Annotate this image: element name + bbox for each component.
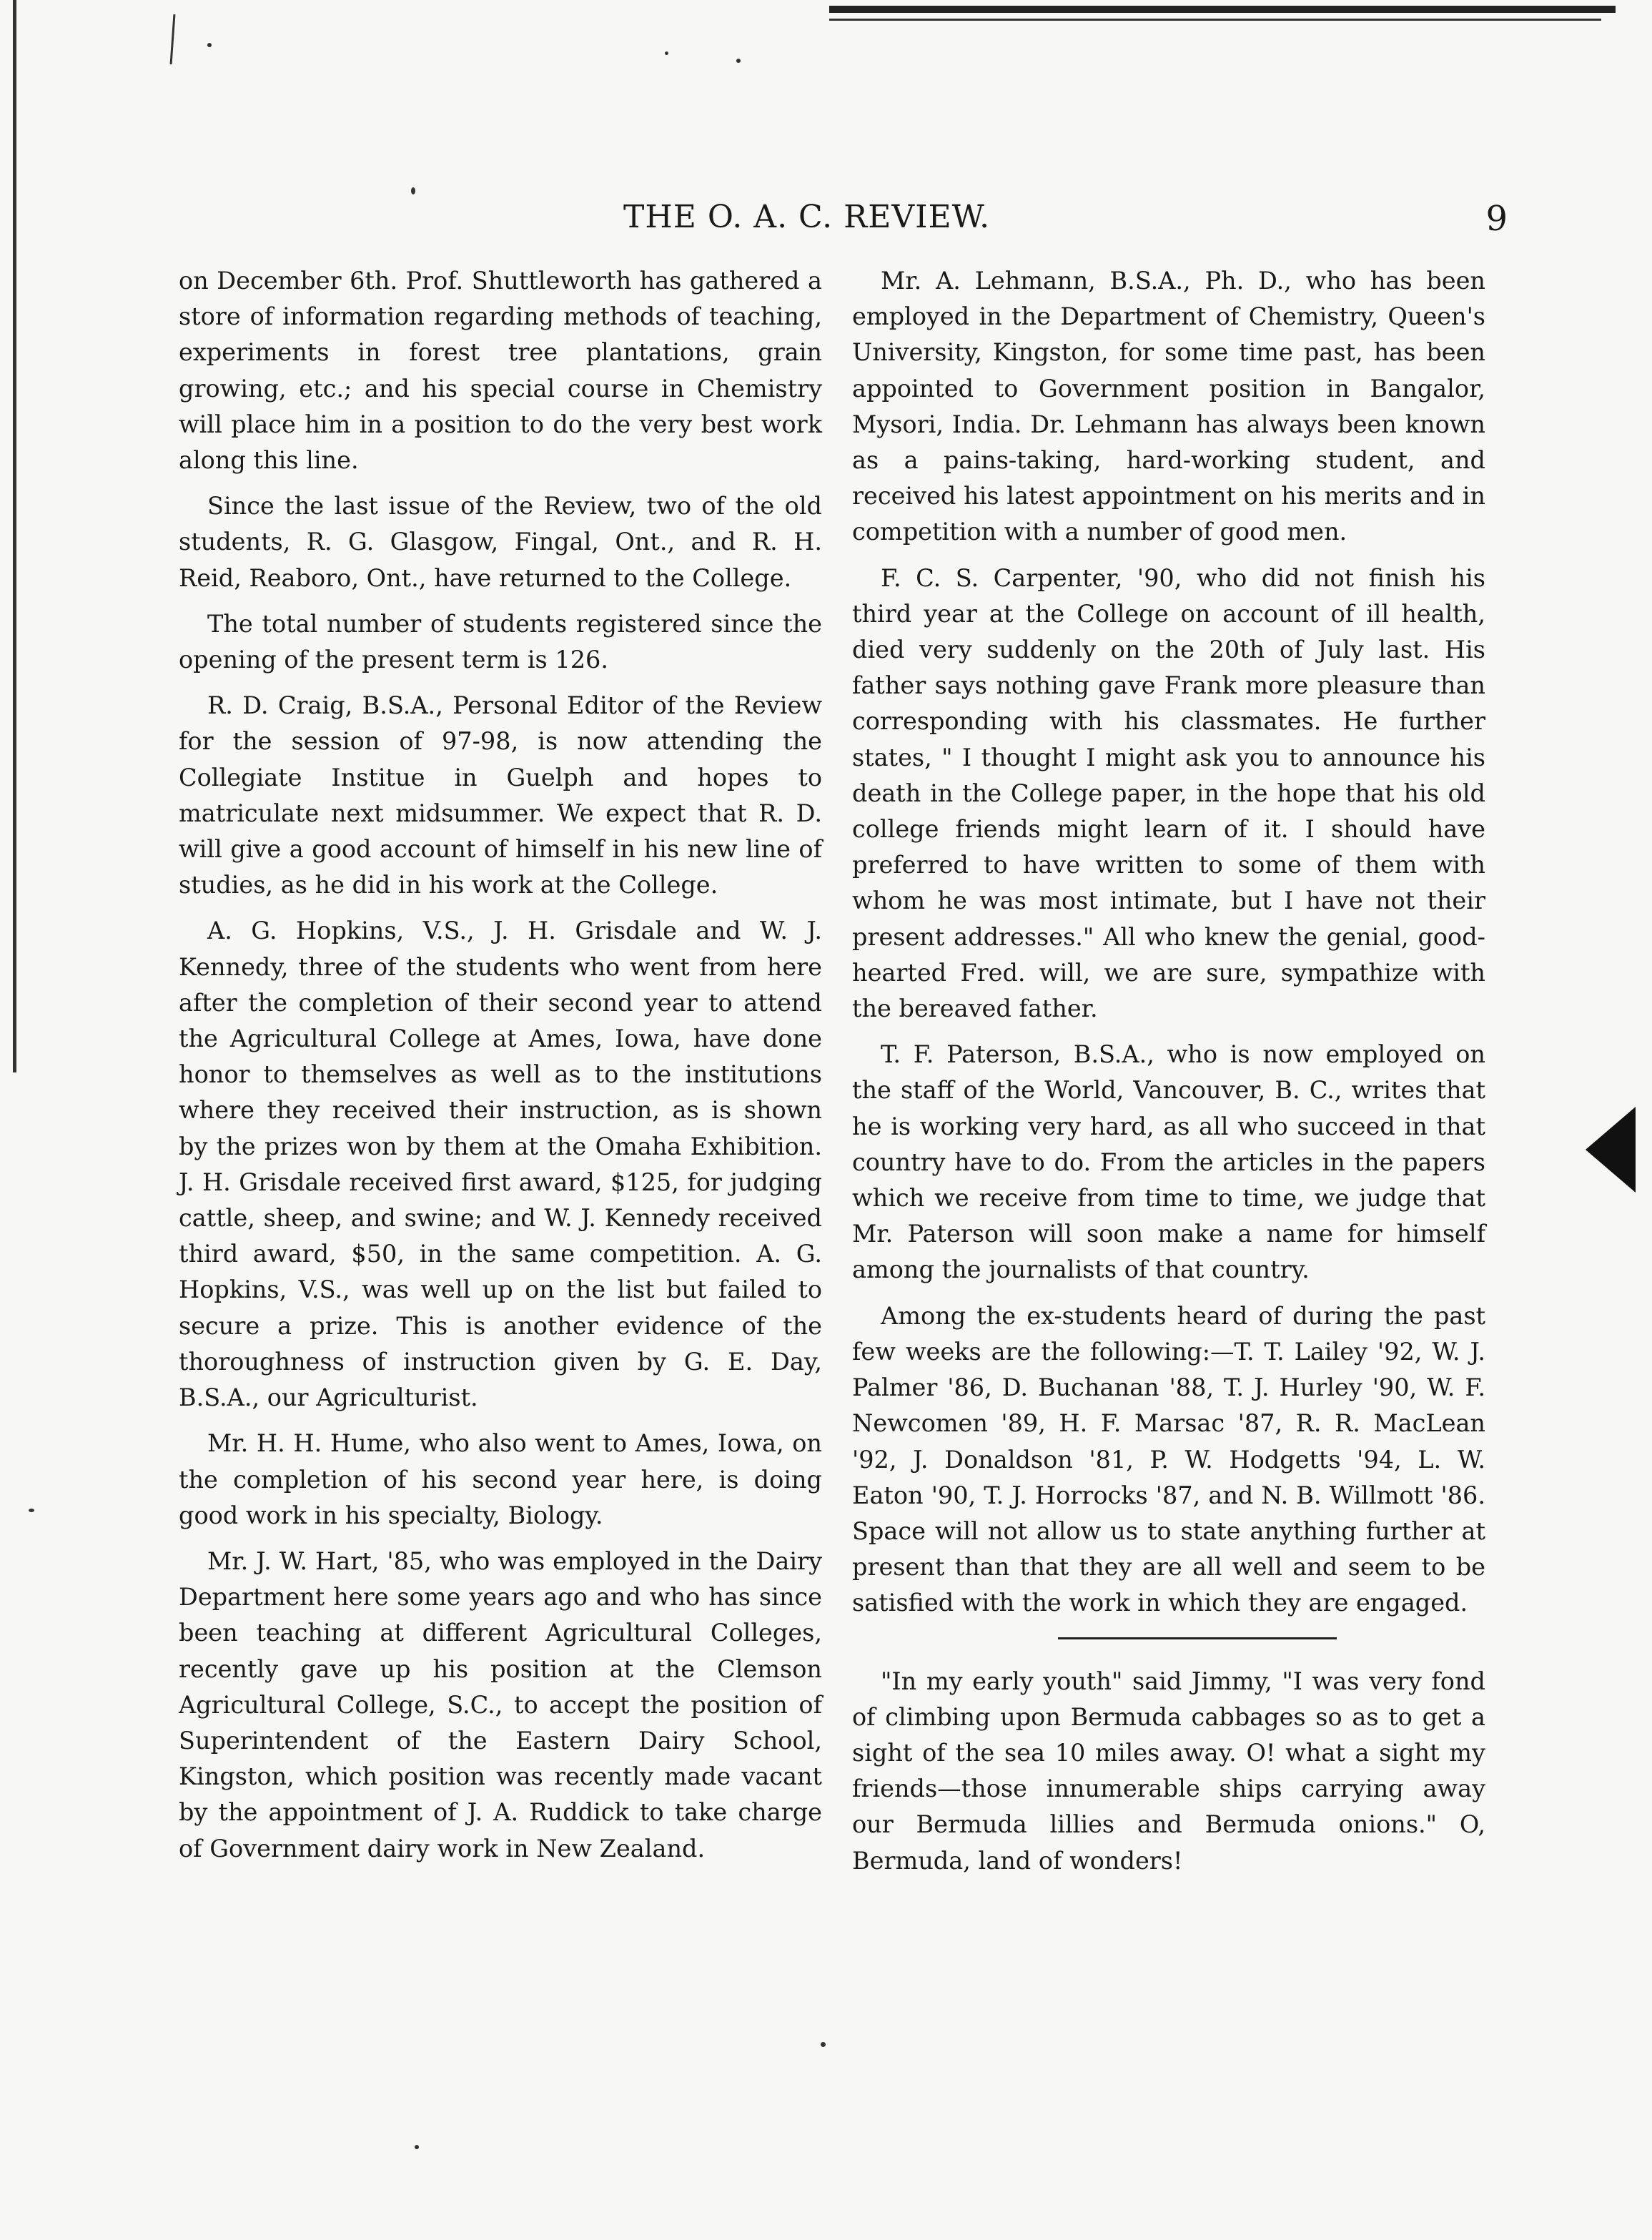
publication-title: THE O. A. C. REVIEW. <box>623 199 991 235</box>
page-number: 9 <box>1485 199 1508 239</box>
paragraph-carpenter: F. C. S. Carpenter, '90, who did not finish his third year at the College on account of ill health, died very suddenly on the 20th of July last. His father says nothing gave Frank more pleasure than corresponding with his classmates. He further states, " I thought I might ask you to announce his death in the College paper, in the hope that his old college friends might learn of it. I should have preferred to have written to some of them with whom he was most intimate, but I have not their present addresses." All who knew the genial, good-hearted Fred. will, we are sure, sympathize with the bereaved father. <box>852 563 1485 1023</box>
section-divider <box>1058 1637 1337 1639</box>
left-column <box>179 263 822 1877</box>
ink-speck <box>665 51 668 55</box>
paragraph-hart: Mr. J. W. Hart, '85, who was employed in the Dairy Department here some years ago and who has since been teaching at different Agricultural Colleges, recently gave up his position at the Clemson Agricultural College, S.C., to accept the position of Superintendent of the Eastern Dairy School, Kingston, which position was recently made vacant by the appointment of J. A. Ruddick to take charge of Government dairy work in New Zealand. <box>179 1546 822 1862</box>
page-tab-marker <box>1586 1107 1636 1193</box>
paragraph-ames-prizes: A. G. Hopkins, V.S., J. H. Grisdale and W. J. Kennedy, three of the students who went from here after the completion of their second year to attend the Agricultural College at Ames, Iowa, have done honor to themselves as well as to the institutions where they received their instruction, as is shown by the prizes won by them at the Omaha Exhibition. J. H. Grisdale received first award, $125, for judging cattle, sheep, and swine; and W. J. Kennedy received third award, $50, in the same competition. A. G. Hopkins, V.S., was well up on the list but failed to secure a prize. This is another evidence of the thoroughness of instruction given by G. E. Day, B.S.A., our Agriculturist. <box>179 917 822 1412</box>
paragraph-lehmann: Mr. A. Lehmann, B.S.A., Ph. D., who has been employed in the Department of Chemistry, Queen's University, Kingston, for some time past, has been appointed to Government position in Bangalor, Mysori, India. Dr. Lehmann has always been known as a pains-taking, hard-working student, and received his latest appointment on his merits and in competition with a number of good men. <box>852 267 1485 546</box>
ink-speck <box>207 43 212 47</box>
paragraph-craig: R. D. Craig, B.S.A., Personal Editor of the Review for the session of 97-98, is now attending the Collegiate Institue in Guelph and hopes to matriculate next midsummer. We expect that R. D. will give a good account of himself in his new line of studies, as he did in his work at the College. <box>179 691 822 899</box>
ink-speck <box>736 59 741 63</box>
paragraph-ex-students: Among the ex-students heard of during the past few weeks are the following:—T. T. Lailey '92, W. J. Palmer '86, D. Buchanan '88, T. J. Hurley '90, W. F. Newcomen '89, H. F. Marsac '87, R. R. MacLean '92, J. Donaldson '81, P. W. Hodgetts '94, L. W. Eaton '90, T. J. Horrocks '87, and N. B. Willmott '86. Space will not allow us to state anything further at present than that they are all well and seem to be satisfied with the work in which they are engaged. <box>852 1301 1485 1617</box>
ink-speck <box>411 187 415 194</box>
paragraph-shuttleworth: on December 6th. Prof. Shuttleworth has gathered a store of information regarding methods of teaching, experiments in forest tree plantations, grain growing, etc.; and his special course in Chemistry will place him in a position to do the very best work along this line. <box>179 267 822 475</box>
ink-speck <box>821 2042 826 2047</box>
left-page-edge <box>13 0 16 1072</box>
paragraph-hume: Mr. H. H. Hume, who also went to Ames, Iowa, on the completion of his second year here, is doing good work in his specialty, Biology. <box>179 1429 822 1529</box>
running-header <box>172 199 1508 249</box>
top-border-rule <box>829 6 1616 13</box>
right-column <box>852 263 1485 1889</box>
paragraph-paterson: T. F. Paterson, B.S.A., who is now employed on the staff of the World, Vancouver, B. C., writes that he is working very hard, as all who succeed in that country have to do. From the articles in the papers which we receive from time to time, we judge that Mr. Paterson will soon make a name for himself among the journalists of that country. <box>852 1040 1485 1284</box>
paragraph-registration: The total number of students registered since the opening of the present term is 126. <box>179 609 822 674</box>
ink-speck <box>415 2145 419 2149</box>
left-ink-mark <box>170 14 176 64</box>
paragraph-bermuda-anecdote: "In my early youth" said Jimmy, "I was very fond of climbing upon Bermuda cabbages so as to get a sight of the sea 10 miles away. O! what a sight my friends—those innumerable ships carrying away our Bermuda lillies and Bermuda onions." O, Bermuda, land of wonders! <box>852 1667 1485 1875</box>
top-border-rule-thin <box>829 19 1601 21</box>
ink-speck <box>29 1509 34 1512</box>
paragraph-returned-students: Since the last issue of the Review, two of the old students, R. G. Glasgow, Fingal, Ont., and R. H. Reid, Reaboro, Ont., have returned to the College. <box>179 492 822 592</box>
